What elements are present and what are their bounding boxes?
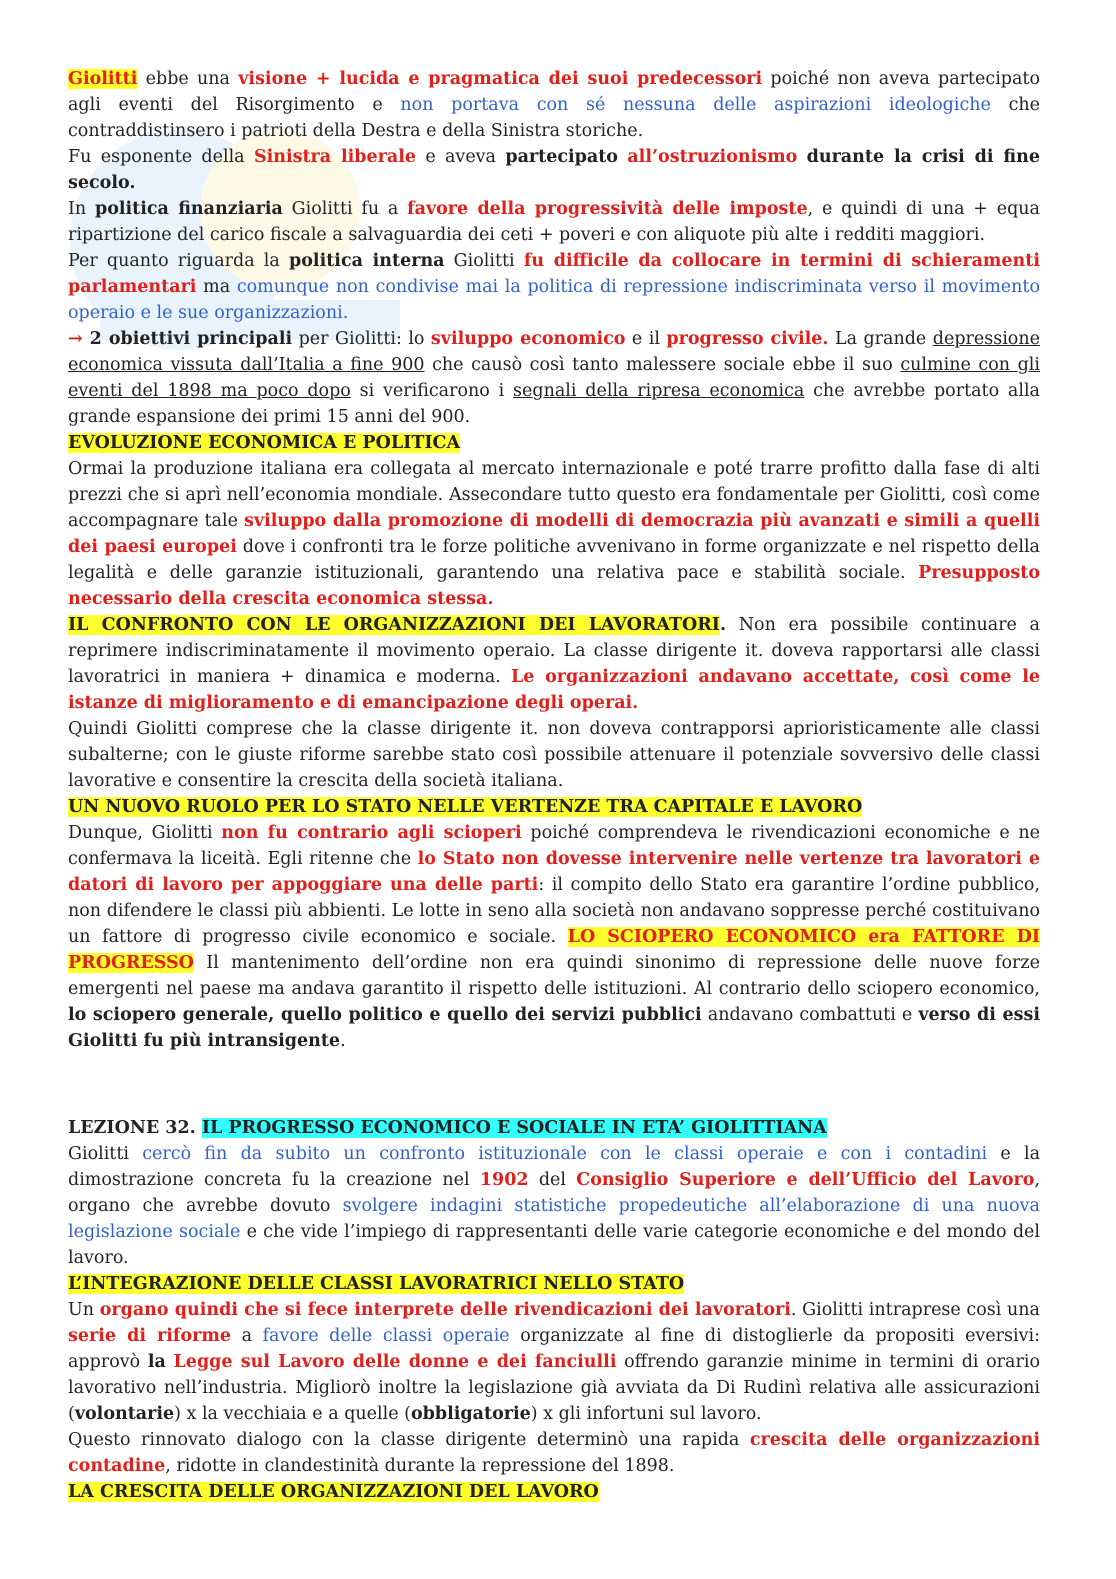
- paragraph: [68, 144, 1040, 196]
- paragraph: [68, 66, 1040, 144]
- text-run: 2 obiettivi principali: [89, 329, 293, 349]
- paragraph: [68, 1271, 1040, 1297]
- text-run: culmine con gli eventi del 1898 ma poco dopo: [68, 355, 1040, 401]
- paragraph: [68, 196, 1040, 248]
- text-run: sviluppo economico: [430, 329, 626, 349]
- text-run: verso di essi Giolitti fu più intransigente: [68, 1005, 1040, 1051]
- text-run: , e quindi di una + equa ripartizione del carico fiscale a salvaguardia dei ceti + poveri e con aliquote più alte i redditi maggiori.: [68, 199, 1040, 245]
- text-run: favore della progressività delle imposte: [407, 199, 808, 219]
- text-run: UN NUOVO RUOLO PER LO STATO NELLE VERTENZE TRA CAPITALE E LAVORO: [68, 797, 863, 817]
- text-run: Le organizzazioni andavano accettate, così come le istanze di miglioramento e di emancipazione degli operai.: [68, 667, 1040, 713]
- text-run: del: [528, 1170, 577, 1190]
- text-run: politica interna: [289, 251, 445, 271]
- text-run: e la dimostrazione concreta fu la creazione nel: [68, 1144, 1041, 1190]
- text-run: ) x gli infortuni sul lavoro.: [530, 1404, 762, 1424]
- text-run: segnali della ripresa economica: [513, 381, 805, 401]
- paragraph: [68, 456, 1040, 612]
- text-run: [797, 147, 806, 167]
- text-run: offrendo garanzie minime in termini di orario lavorativo nell’industria. Migliorò inoltre la legislazione già avviata da Di Rudinì relativa alle assicurazioni (: [68, 1352, 1040, 1424]
- text-run: Consiglio Superiore e dell’Ufficio del Lavoro: [576, 1170, 1035, 1190]
- text-run: serie di riforme: [68, 1326, 231, 1346]
- document-page: [68, 66, 1040, 1505]
- text-run: Giolitti: [68, 1144, 143, 1164]
- text-run: andavano combattuti e: [701, 1005, 919, 1025]
- text-run: →: [68, 329, 90, 349]
- text-run: LEZIONE 32.: [68, 1118, 202, 1138]
- text-run: La grande: [828, 329, 933, 349]
- text-run: : il compito dello Stato era garantire l’ordine pubblico, non difendere le classi più abbienti. Le lotte in seno alla società non andavano soppresse perché costituivano un fattore di progresso civile economico e sociale.: [68, 875, 1041, 947]
- text-run: L’INTEGRAZIONE DELLE CLASSI LAVORATRICI NELLO STATO: [68, 1274, 685, 1294]
- text-run: Giolitti: [68, 69, 138, 89]
- text-run: Giolitti: [444, 251, 524, 271]
- text-run: Non era possibile continuare a reprimere indiscriminatamente il movimento operaio. La classe dirigente it. doveva rapportarsi alle classi lavoratrici in maniera + dinamica e moderna.: [68, 615, 1040, 687]
- text-run: cercò fin da subito un confronto istituzionale con le classi operaie e con i contadini: [142, 1144, 988, 1164]
- text-run: LO SCIOPERO ECONOMICO era FATTORE DI PROGRESSO: [68, 927, 1041, 973]
- text-run: [618, 147, 627, 167]
- text-run: lo sciopero generale, quello politico e quello dei servizi pubblici: [68, 1005, 702, 1025]
- paragraph: [68, 716, 1040, 794]
- text-run: EVOLUZIONE ECONOMICA E POLITICA: [68, 433, 461, 453]
- text-run: LA CRESCITA DELLE ORGANIZZAZIONI DEL LAVORO: [68, 1482, 599, 1502]
- text-run: Sinistra liberale: [253, 147, 416, 167]
- text-run: In: [68, 199, 95, 219]
- text-run: Quindi Giolitti comprese che la classe dirigente it. non doveva contrapporsi aprioristicamente alle classi subalterne; con le giuste riforme sarebbe stato così possibile attenuare il potenziale sovversivo delle classi lavorative e consentire la crescita della società italiana.: [68, 719, 1040, 791]
- text-run: poiché non aveva partecipato agli eventi del Risorgimento e: [68, 69, 1040, 115]
- text-run: , ridotte in clandestinità durante la repressione del 1898.: [165, 1456, 675, 1476]
- paragraph: [68, 248, 1040, 326]
- text-run: Fu esponente della: [68, 147, 254, 167]
- text-run: ) x la vecchiaia e a quelle (: [174, 1404, 411, 1424]
- paragraph: [68, 326, 1040, 430]
- text-run: dove i confronti tra le forze politiche avvenivano in forme organizzate e nel rispetto della legalità e delle garanzie istituzionali, garantendo una relativa pace e stabilità sociale.: [68, 537, 1040, 583]
- text-run: Questo rinnovato dialogo con la classe dirigente determinò una rapida: [68, 1430, 750, 1450]
- paragraph: [68, 1427, 1040, 1479]
- text-run: obbligatorie: [410, 1404, 531, 1424]
- paragraph-gap: [68, 1072, 1040, 1098]
- text-run: , organo che avrebbe dovuto: [68, 1170, 1041, 1216]
- text-run: partecipato: [505, 147, 618, 167]
- paragraph: [68, 1141, 1040, 1271]
- text-run: svolgere indagini statistiche propedeutiche all’elaborazione di una nuova legislazione sociale: [68, 1196, 1040, 1242]
- paragraph: [68, 430, 1040, 456]
- paragraph: [68, 1115, 1040, 1141]
- text-run: e il: [625, 329, 667, 349]
- text-run: Per quanto riguarda la: [68, 251, 290, 271]
- text-run: IL CONFRONTO CON LE ORGANIZZAZIONI DEI LAVORATORI: [68, 615, 720, 635]
- text-run: Dunque, Giolitti: [68, 823, 222, 843]
- text-run: che causò così tanto malessere sociale ebbe il suo: [424, 355, 901, 375]
- text-run: poiché comprendeva le rivendicazioni economiche e ne confermava la liceità. Egli ritenne che: [68, 823, 1040, 869]
- text-run: . Giolitti intraprese così una: [790, 1300, 1040, 1320]
- text-run: crescita delle organizzazioni contadine: [68, 1430, 1040, 1476]
- text-run: e aveva: [415, 147, 506, 167]
- text-run: ma: [196, 277, 237, 297]
- text-run: .: [719, 615, 727, 635]
- text-run: ebbe una: [137, 69, 239, 89]
- text-run: e che vide l’impiego di rappresentanti delle varie categorie economiche e del mondo del lavoro.: [68, 1222, 1040, 1268]
- text-run: lo Stato non dovesse intervenire nelle vertenze tra lavoratori e datori di lavoro per appoggiare una delle parti: [68, 849, 1040, 895]
- paragraph: [68, 820, 1040, 1054]
- text-run: sviluppo dalla promozione di modelli di democrazia più avanzati e simili a quelli dei paesi europei: [68, 511, 1040, 557]
- text-run: progresso civile.: [666, 329, 829, 349]
- text-run: depressione economica vissuta dall’Italia a fine 900: [68, 329, 1040, 375]
- text-run: IL PROGRESSO ECONOMICO E SOCIALE IN ETA’ GIOLITTIANA: [201, 1118, 827, 1138]
- text-run: all’ostruzionismo: [627, 147, 798, 167]
- text-run: fu difficile da collocare in termini di schieramenti parlamentari: [68, 251, 1041, 297]
- text-run: visione + lucida e pragmatica dei suoi predecessori: [238, 69, 763, 89]
- paragraph: [68, 1479, 1040, 1505]
- text-run: si verificarono i: [350, 381, 514, 401]
- text-run: Legge sul Lavoro delle donne e dei fanciulli: [173, 1352, 617, 1372]
- text-run: [166, 1352, 174, 1372]
- text-run: Il mantenimento dell’ordine non era quindi sinonimo di repressione delle nuove forze emergenti nel paese ma andava garantito il rispetto delle istituzioni. Al contrario dello sciopero economico,: [68, 953, 1040, 999]
- text-run: organo quindi che si fece interprete delle rivendicazioni dei lavoratori: [99, 1300, 791, 1320]
- text-run: che avrebbe portato alla grande espansione dei primi 15 anni del 900.: [68, 381, 1040, 427]
- text-run: non portava con sé nessuna delle aspirazioni ideologiche: [400, 95, 991, 115]
- text-run: non fu contrario agli scioperi: [221, 823, 522, 843]
- text-run: Presupposto necessario della crescita economica stessa.: [68, 563, 1040, 609]
- text-run: organizzate al fine di distoglierle da propositi eversivi: approvò: [68, 1326, 1040, 1372]
- text-run: durante la crisi di fine secolo.: [68, 147, 1040, 193]
- text-run: Ormai la produzione italiana era collegata al mercato internazionale e poté trarre profitto dalla fase di alti prezzi che si aprì nell’economia mondiale. Assecondare tutto questo era fondamentale per Giolitti, così come accompagnare tale: [68, 459, 1040, 531]
- text-run: per Giolitti: lo: [292, 329, 431, 349]
- paragraph: [68, 794, 1040, 820]
- text-run: .: [340, 1031, 346, 1051]
- text-run: 1902: [479, 1170, 529, 1190]
- text-run: che contraddistinsero i patrioti della Destra e della Sinistra storiche.: [68, 95, 1040, 141]
- text-run: Giolitti fu a: [282, 199, 408, 219]
- text-run: la: [147, 1352, 166, 1372]
- paragraph: [68, 612, 1040, 716]
- text-run: a: [231, 1326, 263, 1346]
- text-run: Un: [68, 1300, 100, 1320]
- text-run: favore delle classi operaie: [262, 1326, 510, 1346]
- text-run: volontarie: [74, 1404, 175, 1424]
- text-run: politica finanziaria: [94, 199, 283, 219]
- paragraph: [68, 1297, 1040, 1427]
- text-run: comunque non condivise mai la politica di repressione indiscriminata verso il movimento operaio e le sue organizzazioni.: [68, 277, 1040, 323]
